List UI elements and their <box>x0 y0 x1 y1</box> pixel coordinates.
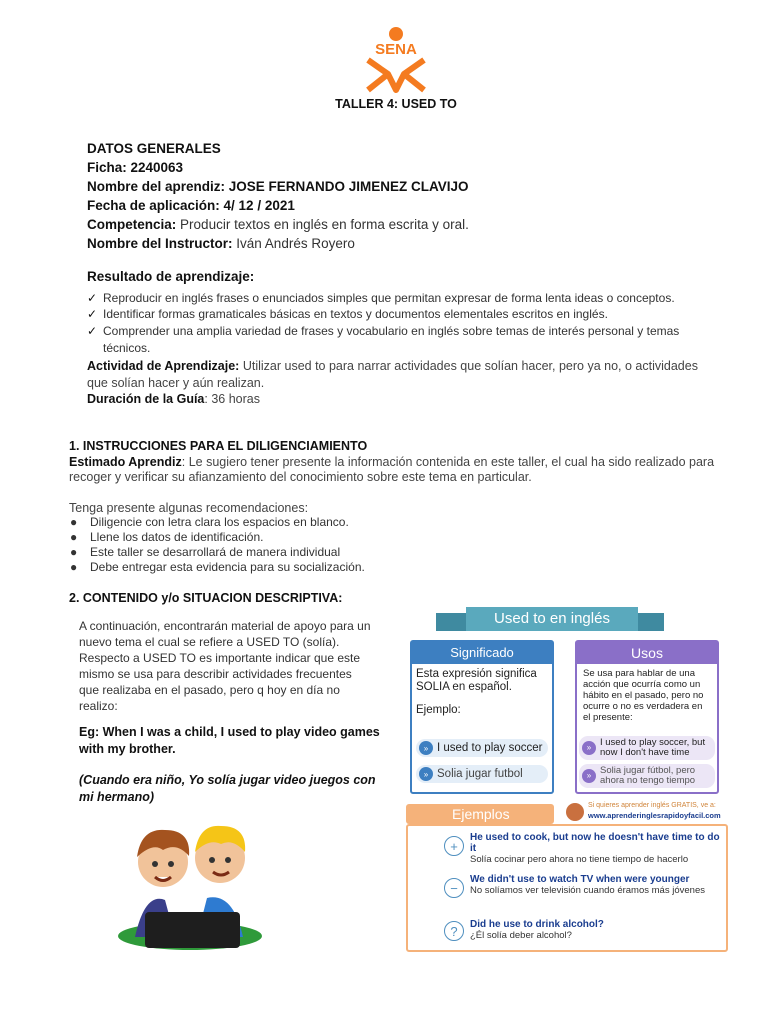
ejemplo-row: He used to cook, but now he doesn't have time to do it Solía cocinar pero ahora no tiene tiempo de hacerlo <box>470 832 720 865</box>
ejemplo-row: Did he use to drink alcohol? ¿Él solía deber alcohol? <box>470 919 604 941</box>
section2-paragraph: A continuación, encontrarán material de apoyo para un nuevo tema el cual se refiere a USED TO (solía). Respecto a USED TO es importante indicar que este mismo se usa para describir actividades frecuentes que realizaba en el pasado, pero q hoy en día no realizo: <box>79 619 371 713</box>
arrow-icon: » <box>419 741 433 755</box>
usos-pill: » Solia jugar fútbol, pero ahora no tengo tiempo <box>579 764 715 788</box>
aprendiz: Nombre del aprendiz: JOSE FERNANDO JIMENEZ CLAVIJO <box>87 179 469 194</box>
estimado: Estimado Aprendiz: Le sugiero tener presente la información contenida en este taller, el cual ha sido realizado para recoger y verificar su afianzamiento del conocimiento sobre este tema en particular. <box>69 455 715 484</box>
usos-text: Se usa para hablar de una acción que ocurría como un hábito en el pasado, pero no ocurre o no es verdadera en el presente: <box>583 668 704 723</box>
significado-title: Significado <box>412 642 552 664</box>
minus-icon: − <box>444 878 464 898</box>
ficha: Ficha: 2240063 <box>87 160 184 175</box>
usos-pill: » I used to play soccer, but now I don't have time <box>579 736 715 760</box>
bullet-item: ● Debe entregar esta evidencia para su socialización. <box>70 560 365 574</box>
arrow-icon: » <box>419 767 433 781</box>
recomendaciones: Tenga presente algunas recomendaciones: <box>69 501 309 515</box>
arrow-icon: » <box>582 769 596 783</box>
resultado-heading: Resultado de aprendizaje: <box>87 269 255 284</box>
page-title: TALLER 4: USED TO <box>335 97 457 111</box>
ejemplos-box <box>406 824 728 952</box>
ejemplo-row: We didn't use to watch TV when were younger No solíamos ver televisión cuando éramos más jóvenes <box>470 874 705 896</box>
resultado-item: ✓ Reproducir en inglés frases o enunciados simples que permitan expresar de forma lenta ideas o conceptos. <box>87 291 675 305</box>
resultado-item: ✓ Identificar formas gramaticales básicas en textos y documentos elementales escritos en inglés. <box>87 307 608 321</box>
general-heading: DATOS GENERALES <box>87 141 221 156</box>
ejemplos-tab <box>406 804 554 824</box>
actividad: Actividad de Aprendizaje: Utilizar used to para narrar actividades que solían hacer, pero ya no, o actividades que solían hacer y aún realizan. <box>87 359 698 390</box>
significado-card <box>410 640 554 794</box>
banner-wing <box>436 613 470 631</box>
kids-gaming-illustration <box>115 812 265 952</box>
instructor: Nombre del Instructor: Iván Andrés Royero <box>87 236 355 251</box>
general-section <box>87 139 727 253</box>
resultado-item: ✓ Comprender una amplia variedad de frases y vocabulario en inglés sobre temas de interés personal y temas <box>87 324 680 338</box>
promo-text: Si quieres aprender inglés GRATIS, ve a: www.aprenderinglesrapidoyfacil.com <box>588 802 721 820</box>
bullet-item: ● Este taller se desarrollará de manera individual <box>70 545 341 559</box>
resultado-item-cont: técnicos. <box>103 341 151 355</box>
example-spanish: (Cuando era niño, Yo solía jugar video juegos con mi hermano) <box>79 773 376 804</box>
bullet-item: ● Llene los datos de identificación. <box>70 530 264 544</box>
teacher-avatar <box>566 803 584 821</box>
competencia: Competencia: Producir textos en inglés en forma escrita y oral. <box>87 217 469 232</box>
svg-text:SENA: SENA <box>375 41 417 58</box>
arrow-icon: » <box>582 741 596 755</box>
usos-card <box>575 640 719 794</box>
duracion: Duración de la Guía: 36 horas <box>87 392 260 406</box>
plus-icon: + <box>444 836 464 856</box>
fecha: Fecha de aplicación: 4/ 12 / 2021 <box>87 198 295 213</box>
significado-pill: » Solia jugar futbol <box>416 765 548 783</box>
significado-pill: » I used to play soccer <box>416 739 548 757</box>
significado-text: Esta expresión significa SOLIA en español. Ejemplo: <box>416 668 537 716</box>
section1-heading: 1. INSTRUCCIONES PARA EL DILIGENCIAMIENTO <box>69 439 368 453</box>
sena-logo <box>360 24 432 96</box>
usos-title: Usos <box>577 642 717 664</box>
bullet-item: ● Diligencie con letra clara los espacios en blanco. <box>70 515 349 529</box>
section2-heading: 2. CONTENIDO y/o SITUACION DESCRIPTIVA: <box>69 591 343 605</box>
question-icon: ? <box>444 921 464 941</box>
ejemplos-title: Ejemplos <box>452 806 510 822</box>
example-english: Eg: When I was a child, I used to play video games with my brother. <box>79 725 380 756</box>
infographic-banner: Used to en inglés <box>466 607 638 631</box>
used-to-infographic <box>402 603 729 953</box>
